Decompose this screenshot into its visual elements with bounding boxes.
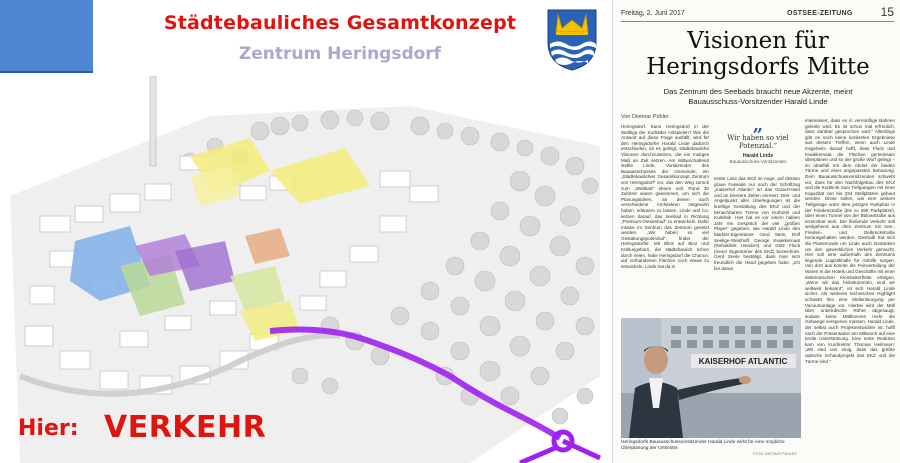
town-center-3d-map [0, 76, 608, 463]
article-photo [621, 318, 801, 438]
pull-quote [719, 115, 797, 174]
article-column-1: Heringsdorf. Kann Heringsdorf in der Weltliga der Kurbäder mitspielen? Wie die Antwort auf diese Frage ausfällt, wird für den Heringsdorfer Harald Linde dadurch entschieden, ob es gelingt, städtebauliche Visionen durchzusetzen, die ein mutiges Maß an Zeit setzen. Am Mittwochabend stellte Linde, Vorsitzender des Bauausschusses der Gemeinde, ein „Städtebauliches Gesamtkonzept Zentrum von Heringsdorf“ vor, das den Weg zurück zum „Weltbad“ ebnen soll. Rund 30 Zuhörer waren gekommen, um sich die Planungsideen, an denen auch verschiedene Architekten mitgewirkt haben, erläutern zu lassen. Linde und Co. setzen darauf, das Seebad in Richtung „Premium-Ostseebad“ zu entwickeln. Dafür müsse im Zentrum des Zentrum gesetzt werden. „Wir haben so viel Gestaltungspotenzial“, findet der Heringsdorfer. Mit Blick auf Binz und Kühlungsborn, die städtebaulich schon durch seien, habe Heringsdorf die Chance, auf vorhandenen Flächen noch etwas zu entwickeln. Linde hat da in [621, 124, 709, 269]
bottom-highlight: VERKEHR [104, 410, 267, 445]
slide-title: Städtebauliches Gesamtkonzept [163, 12, 517, 34]
photo-credit: FOTO: DIETMAR PÜHLER [753, 452, 797, 456]
quote-role: Bauausschuss-Vorsitzender [729, 159, 787, 164]
quote-line-2: Potenzial.“ [738, 142, 778, 150]
headline-line-1: Visionen für [687, 28, 829, 54]
slide-subtitle: Zentrum Heringsdorf [238, 44, 442, 64]
issue-date: Freitag, 2. Juni 2017 [621, 10, 685, 17]
paper-name: OSTSEE-ZEITUNG [787, 10, 853, 17]
quote-line-1: Wir haben so viel [727, 134, 789, 142]
subhead-line-1: Das Zentrum des Seebads braucht neue Akzente, meint [663, 87, 853, 96]
subhead-line-2: Bauausschuss-Vorsitzender Harald Linde [688, 97, 828, 106]
quote-name: Harald Linde [742, 153, 774, 159]
quote-mark-icon: „ [752, 115, 764, 136]
article-subhead [621, 87, 895, 107]
photo-sign: KAISERHOF ATLANTIC [698, 357, 788, 366]
blue-corner-box [0, 0, 93, 73]
headline-line-2: Heringsdorfs Mitte [646, 54, 870, 80]
page-number: 15 [880, 5, 894, 19]
photo-caption: Heringsdorfs Bauausschussvorsitzender Harald Linde wirbt für eine mögliche Überplanung der Ortsmitte. [621, 440, 785, 451]
article-headline [621, 28, 895, 80]
article-column-2: erster Linie das EKZ im Auge, auf dessen graue Fassade nur noch der Schriftzug „Kaiserhof Atlantic“ an das Grand-Hotel und an bessere Zeiten erinnert. Drei- und Angelpunkt aller Überlegungen ist die künftige Gestaltung des EKZ und der benachbarten Türme von Kurhotel und Kurklinik. Hier hat es vor einem halben Jahr ein Gespräch der vier „großen Player“ gegeben, wie Harald Linde den Marktin-Eigentümer Gerd Stein, Rolf Seelige-Steinhoff, George Kwakkernaat (Rehaklinik Usedom) und Götz Fluck (neuer Eigentümer des EKZ) bezeichnet. Gerd Seele bestätigt, dass man sich freundlich die Hand gegeben habe: „Ich bin daran [714, 176, 800, 271]
heringsdorf-coat-of-arms-icon [544, 6, 600, 72]
masthead [621, 6, 894, 22]
newspaper-page [612, 0, 900, 463]
article-column-3: interessiert, dass es in vernünftige Bahnen gelenkt wird. Es ist schon mal erfreulich, dass darüber gesprochen wird.“ Allerdings gibt es noch keine konkreten Ergebnisse aus diesem Treffen, wenn auch Linde insgeheim darauf hofft, dass Fluck und Kwakkernaat die Flächen gemeinsam überplanen und so der große Wurf gelingt – im Idealfall mit dem Abriss der beiden Türme und einer angepassten Bebauung. Dem Bauausschussvorsitzenden schwebt vor, dass für den Nachfolgebau des EKZ und die Kurklinik zwei Tiefgaragen mit einer Kapazität von bis 334 Stellplätzen gebaut werden. Diese sollen, wie eine weitere Tiefgarage unter dem jetzigen Parkplatz in der Friedenstraße (bis zu 398 Parkplätze), über einen Tunnel von der Bülowstraße aus erreichbar sein. Der fließende Verkehr soll weitgehend aus dem Zentrum mit See-, Frieden- und Delbrückstraße herausgehalten werden. Deshalb hat sich die Planerrunde um Linde auch Gedanken um den gewerblichen Verkehr gemacht. Hier soll eine außerhalb des Zentrums liegende Logistikhalle für Abhilfe sorgen. Von dort aus könnte die Feinverteilung der Waren in die Hotels und Geschäfte mit einer elektronischen Kleinlasterflotte erfolgen. „Wenn wir das hinbekommen, sind wir weltweit bekannt“, ist sich Harald Linde sicher. Als weiteres technisches Highlight schwebt ihm eine Müllentsorgung per Vacuumanlage vor. Hierbei wird der Müll über unterirdische Röhre abgesaugt, sodass keine Müllkonnen mehr die Gehwege verspenen müssen. Harald Linde, der selbst auch Projektentwickler ist, hofft nach der Präsentation am Mittwoch auf eine breite Unterstützung. Eine erste Reaktion kam von Kurdirektor Thomas Heilmann: „Wir sind uns einig, dass das größte optische Schandprojekt das EKZ und die Türme sind.“ [805, 118, 895, 364]
bottom-label: Hier: [18, 416, 79, 441]
article-author: Von Dietmar Pühler [621, 114, 669, 120]
